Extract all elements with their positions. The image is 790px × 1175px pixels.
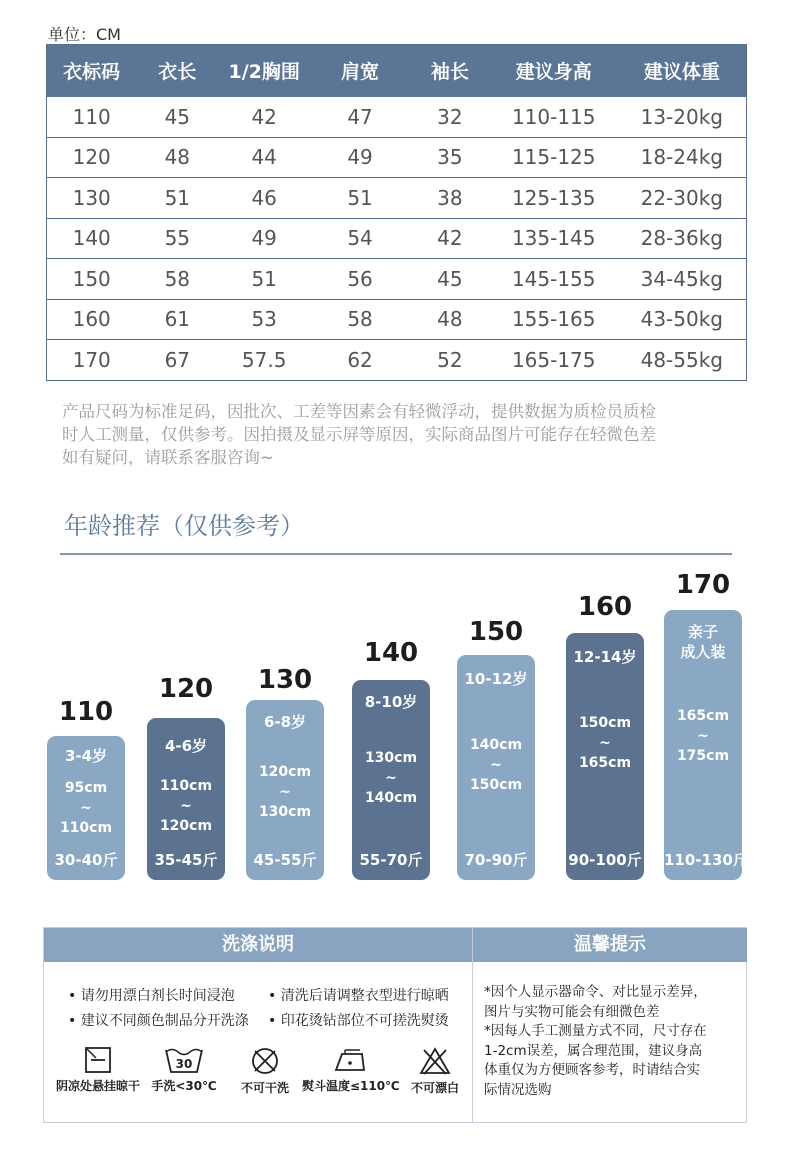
no-dry-clean-icon [250, 1046, 280, 1076]
age-bar-height-line: 130cm [258, 804, 312, 820]
tip-line: 图片与实物可能会有细微色差 [484, 1003, 660, 1020]
age-bar-age: 亲子 成人装 [680, 623, 726, 661]
age-bar-weight: 90-100斤 [568, 851, 642, 869]
header-cell: 建议身高 [490, 45, 618, 97]
table-cell: 58 [310, 299, 410, 340]
age-bar-height-line: 120cm [258, 764, 312, 780]
age-bar-size-label: 160 [577, 592, 633, 622]
age-bar-height-line: 120cm [159, 818, 213, 834]
age-bar-height-line: ~ [599, 735, 611, 751]
header-cell: 1/2胸围 [218, 45, 310, 97]
care-symbol [228, 1046, 302, 1096]
age-bar-height-line: 150cm [469, 777, 523, 793]
table-cell: 45 [164, 104, 191, 129]
table-cell: 57.5 [218, 340, 310, 381]
table-row [47, 97, 747, 138]
care-symbol-label: 熨斗温度≤110℃ [302, 1079, 400, 1093]
table-cell: 49 [310, 137, 410, 178]
age-bar-weight: 45-55斤 [253, 851, 317, 869]
iron-icon [332, 1046, 368, 1074]
table-cell: 56 [310, 259, 410, 300]
note-line: 产品尺码为标准足码，因批次、工差等因素会有轻微浮动，提供数据为质检员质检 [62, 402, 656, 421]
table-cell: 52 [410, 340, 490, 381]
wash-item: • 印花烫钻部位不可搓洗熨烫 [268, 1013, 449, 1029]
wash-item: • 建议不同颜色制品分开洗涤 [68, 1013, 249, 1029]
wash-instructions-title: 洗涤说明 [44, 928, 472, 962]
age-bar-height [457, 735, 535, 795]
table-cell: 45 [410, 259, 490, 300]
age-bar [566, 633, 644, 880]
age-bar-weight: 55-70斤 [359, 851, 423, 869]
table-row [47, 340, 747, 381]
table-cell: 110-115 [511, 104, 596, 129]
age-bar-weight: 30-40斤 [54, 851, 118, 869]
size-table-header [47, 45, 747, 97]
age-bar [47, 736, 125, 880]
table-cell: 42 [251, 104, 277, 129]
table-cell: 110 [72, 104, 111, 129]
table-row [47, 178, 747, 219]
table-cell: 48 [410, 299, 490, 340]
table-cell: 54 [310, 218, 410, 259]
age-bar [246, 700, 324, 880]
table-cell: 13-20kg [640, 104, 724, 129]
tip-line: 际情况选购 [484, 1081, 552, 1098]
table-cell: 145-155 [490, 259, 618, 300]
table-cell: 18-24kg [618, 137, 747, 178]
tips-text [484, 983, 744, 1100]
care-divider [472, 928, 473, 1122]
table-cell: 35 [410, 137, 490, 178]
care-panel [43, 927, 747, 1123]
age-bar-age: 3-4岁 [64, 747, 108, 765]
care-symbol [52, 1046, 144, 1094]
age-bar-size-label: 140 [363, 638, 419, 668]
table-cell: 67 [136, 340, 218, 381]
age-bar-height-line: ~ [697, 728, 709, 744]
table-cell: 140 [47, 218, 137, 259]
table-cell: 32 [437, 104, 463, 129]
table-cell: 48-55kg [618, 340, 747, 381]
wash-temperature: 30 [175, 1057, 193, 1071]
table-cell: 51 [136, 178, 218, 219]
table-cell: 43-50kg [618, 299, 747, 340]
care-symbol-label: 不可干洗 [240, 1081, 289, 1095]
age-bar-weight: 35-45斤 [154, 851, 218, 869]
table-cell: 170 [47, 340, 137, 381]
age-bar-height-line: 140cm [364, 790, 418, 806]
age-section-title: 年龄推荐（仅供参考） [64, 512, 304, 540]
note-line: 如有疑问，请联系客服咨询~ [62, 448, 274, 467]
age-title-divider [60, 553, 732, 555]
table-cell: 53 [218, 299, 310, 340]
care-symbol [302, 1046, 398, 1094]
care-symbol [146, 1046, 222, 1094]
table-row [47, 137, 747, 178]
table-cell: 155-165 [490, 299, 618, 340]
age-bar-size-label: 110 [58, 697, 114, 727]
age-bar-size-label: 170 [675, 570, 731, 600]
age-bar [664, 610, 748, 880]
tips-title: 温馨提示 [473, 928, 747, 962]
table-cell: 47 [347, 104, 373, 129]
age-bar-height-line: ~ [385, 770, 397, 786]
table-row [47, 218, 747, 259]
age-bar-size-label: 120 [158, 674, 214, 704]
age-bar-age: 12-14岁 [573, 648, 637, 666]
no-bleach-icon [418, 1046, 452, 1076]
age-bar-height [47, 778, 125, 838]
table-cell: 51 [310, 178, 410, 219]
age-bar [352, 680, 430, 880]
table-cell: 61 [136, 299, 218, 340]
table-cell: 62 [310, 340, 410, 381]
table-cell: 160 [47, 299, 137, 340]
size-table [46, 44, 747, 381]
age-bar-age: 10-12岁 [464, 670, 528, 688]
tip-line: 体重仅为方便顾客参考，时请结合实 [484, 1062, 700, 1078]
table-cell: 150 [47, 259, 137, 300]
age-bar-height-line: ~ [80, 800, 92, 816]
wash-item: • 请勿用漂白剂长时间浸泡 [68, 988, 235, 1004]
age-bar-age: 6-8岁 [263, 713, 307, 731]
header-cell: 袖长 [410, 45, 490, 97]
age-bar-size-label: 150 [468, 617, 524, 647]
table-cell: 55 [136, 218, 218, 259]
size-note [62, 400, 742, 469]
table-cell: 165-175 [490, 340, 618, 381]
age-bar [457, 655, 535, 880]
unit-label: 单位：CM [48, 25, 121, 44]
size-table-body [47, 97, 747, 381]
age-bar-age: 4-6岁 [164, 737, 208, 755]
table-cell: 51 [218, 259, 310, 300]
hand-wash-icon [164, 1046, 204, 1074]
age-bar-height [566, 713, 644, 773]
age-bar-height-line: 150cm [578, 715, 632, 731]
table-row [47, 299, 747, 340]
care-symbol-label: 手洗<30℃ [151, 1079, 217, 1093]
age-bar-height-line: 140cm [469, 737, 523, 753]
age-bar-height-line: 130cm [364, 750, 418, 766]
table-cell: 115-125 [490, 137, 618, 178]
table-cell: 46 [218, 178, 310, 219]
age-bar-height [147, 776, 225, 836]
age-bar [147, 718, 225, 880]
header-cell: 建议体重 [618, 45, 747, 97]
table-cell: 135-145 [490, 218, 618, 259]
header-cell: 衣标码 [47, 45, 137, 97]
age-bar-size-label: 130 [257, 665, 313, 695]
table-cell: 28-36kg [618, 218, 747, 259]
table-cell: 120 [47, 137, 137, 178]
note-line: 时人工测量，仅供参考。因拍摄及显示屏等原因，实际商品图片可能存在轻微色差 [62, 425, 656, 444]
age-bar-age: 8-10岁 [364, 693, 418, 711]
age-bar-height-line: 165cm [676, 708, 730, 724]
tip-line: *因个人显示器命令、对比显示差异， [484, 984, 707, 1000]
wash-item: • 清洗后请调整衣型进行晾晒 [268, 988, 449, 1004]
table-row [47, 259, 747, 300]
age-bar-height [352, 748, 430, 808]
age-bar-height-line: ~ [180, 798, 192, 814]
age-bar-height-line: 110cm [59, 820, 113, 836]
table-cell: 48 [136, 137, 218, 178]
care-symbol-label: 阴凉处悬挂晾干 [55, 1079, 140, 1093]
table-cell: 38 [410, 178, 490, 219]
table-cell: 58 [136, 259, 218, 300]
age-bar-weight: 110-130斤 [664, 851, 748, 869]
age-bar-weight: 70-90斤 [464, 851, 528, 869]
age-bar-height-line: ~ [279, 784, 291, 800]
hang-dry-shade-icon [84, 1046, 112, 1074]
header-cell: 肩宽 [310, 45, 410, 97]
header-cell: 衣长 [136, 45, 218, 97]
age-bar-height-line: 175cm [676, 748, 730, 764]
age-bar-height-line: 95cm [64, 780, 108, 796]
age-bar-height [664, 706, 742, 766]
table-cell: 49 [218, 218, 310, 259]
table-cell: 34-45kg [618, 259, 747, 300]
age-bar-height-line: 165cm [578, 755, 632, 771]
table-cell: 42 [410, 218, 490, 259]
tip-line: 1-2cm误差，属合理范围，建议身高 [484, 1042, 703, 1059]
age-bar-height-line: ~ [490, 757, 502, 773]
care-symbol-label: 不可漂白 [410, 1081, 459, 1095]
table-cell: 22-30kg [618, 178, 747, 219]
table-cell: 44 [218, 137, 310, 178]
age-bar-height-line: 110cm [159, 778, 213, 794]
age-bar-height [246, 762, 324, 822]
table-cell: 130 [47, 178, 137, 219]
tip-line: *因每人手工测量方式不同，尺寸存在 [484, 1023, 707, 1039]
care-symbol [400, 1046, 470, 1096]
table-cell: 125-135 [490, 178, 618, 219]
